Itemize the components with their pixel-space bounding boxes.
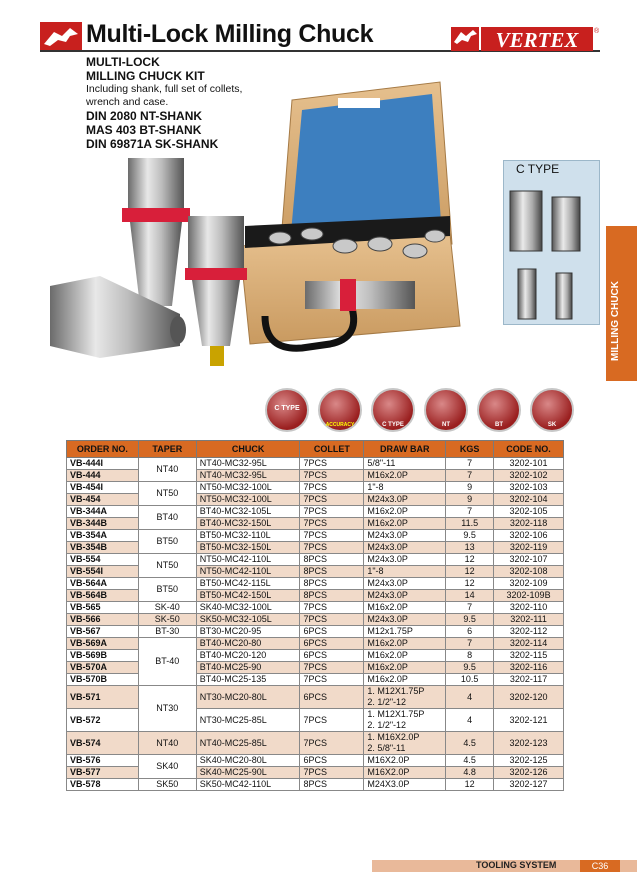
draw-bar: M16x2.0P bbox=[364, 506, 446, 518]
collet: 7PCS bbox=[300, 674, 364, 686]
code-no: 3202-121 bbox=[494, 709, 564, 732]
draw-bar-option-1: 1. M12X1.75P bbox=[367, 709, 425, 719]
kgs: 4 bbox=[446, 709, 494, 732]
col-chuck: CHUCK bbox=[196, 441, 300, 458]
draw-bar-option-1: 1. M12X1.75P bbox=[367, 686, 425, 696]
kgs: 9.5 bbox=[446, 614, 494, 626]
order-no: VB-574 bbox=[67, 732, 139, 755]
kgs: 7 bbox=[446, 458, 494, 470]
kgs: 12 bbox=[446, 578, 494, 590]
col-taper: TAPER bbox=[138, 441, 196, 458]
page-title: Multi-Lock Milling Chuck bbox=[86, 20, 374, 48]
collet: 7PCS bbox=[300, 662, 364, 674]
taper: BT-30 bbox=[138, 626, 196, 638]
collet: 7PCS bbox=[300, 767, 364, 779]
page-number: C36 bbox=[580, 860, 620, 872]
icon-label-bt: BT bbox=[495, 422, 503, 428]
kgs: 14 bbox=[446, 590, 494, 602]
col-code-no: CODE NO. bbox=[494, 441, 564, 458]
code-no: 3202-106 bbox=[494, 530, 564, 542]
chuck: BT40-MC25-135 bbox=[196, 674, 300, 686]
draw-bar bbox=[364, 686, 446, 709]
order-no: VB-577 bbox=[67, 767, 139, 779]
order-no: VB-354B bbox=[67, 542, 139, 554]
standard-din-69871a: DIN 69871A SK-SHANK bbox=[86, 137, 219, 151]
order-no: VB-344B bbox=[67, 518, 139, 530]
collet: 7PCS bbox=[300, 530, 364, 542]
kgs: 4.8 bbox=[446, 767, 494, 779]
col-collet: COLLET bbox=[300, 441, 364, 458]
intro-line-3: Including shank, full set of collets, bbox=[86, 83, 243, 95]
draw-bar: M24x3.0P bbox=[364, 578, 446, 590]
kgs: 9 bbox=[446, 494, 494, 506]
side-tab-label: MILLING CHUCK bbox=[610, 281, 621, 361]
table-row bbox=[67, 614, 564, 626]
collet: 7PCS bbox=[300, 506, 364, 518]
intro-line-4: wrench and case. bbox=[86, 96, 169, 108]
draw-bar bbox=[364, 732, 446, 755]
code-no: 3202-120 bbox=[494, 686, 564, 709]
chuck: NT50-MC32-100L bbox=[196, 482, 300, 494]
collet: 7PCS bbox=[300, 732, 364, 755]
code-no: 3202-117 bbox=[494, 674, 564, 686]
collet: 6PCS bbox=[300, 638, 364, 650]
chuck: SK50-MC32-105L bbox=[196, 614, 300, 626]
code-no: 3202-109B bbox=[494, 590, 564, 602]
draw-bar: M24x3.0P bbox=[364, 530, 446, 542]
code-no: 3202-104 bbox=[494, 494, 564, 506]
kgs: 12 bbox=[446, 779, 494, 791]
table-row bbox=[67, 482, 564, 494]
taper: BT-40 bbox=[138, 638, 196, 686]
kgs: 13 bbox=[446, 542, 494, 554]
icon-label-nt: NT bbox=[442, 422, 450, 428]
code-no: 3202-112 bbox=[494, 626, 564, 638]
taper: SK40 bbox=[138, 755, 196, 779]
chuck: NT40-MC32-95L bbox=[196, 470, 300, 482]
collet: 6PCS bbox=[300, 626, 364, 638]
taper: SK50 bbox=[138, 779, 196, 791]
draw-bar: M16x2.0P bbox=[364, 662, 446, 674]
icon-label-c-type-2: C TYPE bbox=[382, 422, 404, 428]
draw-bar: M24x3.0P bbox=[364, 554, 446, 566]
chuck: BT30-MC20-95 bbox=[196, 626, 300, 638]
order-no: VB-569A bbox=[67, 638, 139, 650]
draw-bar: 5/8"-11 bbox=[364, 458, 446, 470]
collet: 8PCS bbox=[300, 578, 364, 590]
kgs: 9.5 bbox=[446, 530, 494, 542]
code-no: 3202-123 bbox=[494, 732, 564, 755]
chuck: NT40-MC25-85L bbox=[196, 732, 300, 755]
order-no: VB-444I bbox=[67, 458, 139, 470]
order-no: VB-354A bbox=[67, 530, 139, 542]
code-no: 3202-119 bbox=[494, 542, 564, 554]
icon-label-sk: SK bbox=[547, 422, 557, 428]
taper: NT50 bbox=[138, 482, 196, 506]
chuck: SK40-MC25-90L bbox=[196, 767, 300, 779]
chuck: BT50-MC32-110L bbox=[196, 530, 300, 542]
chuck: BT40-MC25-90 bbox=[196, 662, 300, 674]
icon-label-accuracy: ACCURACY bbox=[325, 422, 355, 428]
code-no: 3202-107 bbox=[494, 554, 564, 566]
order-no: VB-566 bbox=[67, 614, 139, 626]
svg-text:®: ® bbox=[594, 28, 599, 35]
collet: 6PCS bbox=[300, 755, 364, 767]
svg-text:VERTEX: VERTEX bbox=[495, 28, 579, 52]
code-no: 3202-125 bbox=[494, 755, 564, 767]
c-type-collets-panel bbox=[503, 160, 600, 325]
table-row bbox=[67, 506, 564, 518]
order-no: VB-454I bbox=[67, 482, 139, 494]
code-no: 3202-126 bbox=[494, 767, 564, 779]
draw-bar: M16x2.0P bbox=[364, 638, 446, 650]
table-row bbox=[67, 602, 564, 614]
kgs: 7 bbox=[446, 602, 494, 614]
collet: 7PCS bbox=[300, 614, 364, 626]
kgs: 9 bbox=[446, 482, 494, 494]
code-no: 3202-108 bbox=[494, 566, 564, 578]
draw-bar: M16X2.0P bbox=[364, 755, 446, 767]
code-no: 3202-103 bbox=[494, 482, 564, 494]
chuck: NT50-MC42-110L bbox=[196, 554, 300, 566]
taper: SK-50 bbox=[138, 614, 196, 626]
draw-bar-option-1: 1. M16X2.0P bbox=[367, 732, 420, 742]
draw-bar: M16x2.0P bbox=[364, 518, 446, 530]
collet: 7PCS bbox=[300, 518, 364, 530]
order-no: VB-344A bbox=[67, 506, 139, 518]
order-no: VB-572 bbox=[67, 709, 139, 732]
code-no: 3202-102 bbox=[494, 470, 564, 482]
vertex-brand-logo bbox=[451, 24, 599, 54]
code-no: 3202-118 bbox=[494, 518, 564, 530]
kgs: 7 bbox=[446, 638, 494, 650]
c-type-label: C TYPE bbox=[516, 162, 560, 176]
col-kgs: KGS bbox=[446, 441, 494, 458]
table-header-row bbox=[67, 441, 564, 458]
chuck: NT50-MC42-110L bbox=[196, 566, 300, 578]
collet: 8PCS bbox=[300, 590, 364, 602]
code-no: 3202-101 bbox=[494, 458, 564, 470]
table-row bbox=[67, 755, 564, 767]
chuck: SK50-MC42-110L bbox=[196, 779, 300, 791]
collet: 8PCS bbox=[300, 554, 364, 566]
order-no: VB-569B bbox=[67, 650, 139, 662]
taper: NT40 bbox=[138, 732, 196, 755]
table-row bbox=[67, 530, 564, 542]
collet: 8PCS bbox=[300, 566, 364, 578]
code-no: 3202-105 bbox=[494, 506, 564, 518]
order-no: VB-567 bbox=[67, 626, 139, 638]
kgs: 12 bbox=[446, 566, 494, 578]
order-no: VB-570B bbox=[67, 674, 139, 686]
table-row bbox=[67, 779, 564, 791]
draw-bar: M16x2.0P bbox=[364, 470, 446, 482]
draw-bar: M24x3.0P bbox=[364, 614, 446, 626]
chuck: SK40-MC32-100L bbox=[196, 602, 300, 614]
kgs: 10.5 bbox=[446, 674, 494, 686]
collet: 7PCS bbox=[300, 542, 364, 554]
chuck: NT40-MC32-95L bbox=[196, 458, 300, 470]
code-no: 3202-115 bbox=[494, 650, 564, 662]
collet: 7PCS bbox=[300, 482, 364, 494]
col-draw-bar: DRAW BAR bbox=[364, 441, 446, 458]
table-row bbox=[67, 626, 564, 638]
collet: 7PCS bbox=[300, 458, 364, 470]
chuck: SK40-MC20-80L bbox=[196, 755, 300, 767]
taper: NT30 bbox=[138, 686, 196, 732]
code-no: 3202-111 bbox=[494, 614, 564, 626]
code-no: 3202-116 bbox=[494, 662, 564, 674]
order-no: VB-576 bbox=[67, 755, 139, 767]
order-no: VB-564B bbox=[67, 590, 139, 602]
code-no: 3202-110 bbox=[494, 602, 564, 614]
draw-bar: M16X2.0P bbox=[364, 767, 446, 779]
kgs: 6 bbox=[446, 626, 494, 638]
chuck: BT50-MC32-150L bbox=[196, 542, 300, 554]
draw-bar: M16x2.0P bbox=[364, 674, 446, 686]
chuck: BT40-MC20-80 bbox=[196, 638, 300, 650]
draw-bar: M12x1.75P bbox=[364, 626, 446, 638]
order-no: VB-454 bbox=[67, 494, 139, 506]
table-row bbox=[67, 732, 564, 755]
code-no: 3202-109 bbox=[494, 578, 564, 590]
draw-bar-option-2: 2. 5/8"-11 bbox=[367, 743, 406, 753]
kgs: 12 bbox=[446, 554, 494, 566]
collet: 7PCS bbox=[300, 709, 364, 732]
draw-bar: M24x3.0P bbox=[364, 542, 446, 554]
collet: 6PCS bbox=[300, 650, 364, 662]
chuck: BT40-MC32-150L bbox=[196, 518, 300, 530]
order-no: VB-554 bbox=[67, 554, 139, 566]
draw-bar: 1"-8 bbox=[364, 482, 446, 494]
kgs: 11.5 bbox=[446, 518, 494, 530]
taper: BT50 bbox=[138, 578, 196, 602]
table-row bbox=[67, 458, 564, 470]
section-side-tab bbox=[606, 226, 637, 381]
taper: SK-40 bbox=[138, 602, 196, 614]
table-row bbox=[67, 554, 564, 566]
draw-bar: 1"-8 bbox=[364, 566, 446, 578]
kgs: 9.5 bbox=[446, 662, 494, 674]
draw-bar: M24x3.0P bbox=[364, 590, 446, 602]
order-no: VB-564A bbox=[67, 578, 139, 590]
eagle-logo-icon bbox=[40, 22, 82, 52]
taper: NT40 bbox=[138, 458, 196, 482]
product-photo bbox=[40, 76, 500, 386]
chuck: BT40-MC32-105L bbox=[196, 506, 300, 518]
intro-line-1: MULTI-LOCK bbox=[86, 55, 160, 69]
col-order-no: ORDER NO. bbox=[67, 441, 139, 458]
draw-bar-option-2: 2. 1/2"-12 bbox=[367, 720, 407, 730]
order-no: VB-565 bbox=[67, 602, 139, 614]
chuck: NT30-MC20-80L bbox=[196, 686, 300, 709]
order-no: VB-554I bbox=[67, 566, 139, 578]
standard-mas-403: MAS 403 BT-SHANK bbox=[86, 123, 202, 137]
chuck: BT50-MC42-150L bbox=[196, 590, 300, 602]
order-no: VB-571 bbox=[67, 686, 139, 709]
chuck: BT40-MC20-120 bbox=[196, 650, 300, 662]
table-row bbox=[67, 578, 564, 590]
intro-line-2: MILLING CHUCK KIT bbox=[86, 69, 205, 83]
code-no: 3202-114 bbox=[494, 638, 564, 650]
order-no: VB-570A bbox=[67, 662, 139, 674]
draw-bar: M24X3.0P bbox=[364, 779, 446, 791]
order-no: VB-444 bbox=[67, 470, 139, 482]
order-no: VB-578 bbox=[67, 779, 139, 791]
collet: 8PCS bbox=[300, 779, 364, 791]
taper: BT40 bbox=[138, 506, 196, 530]
kgs: 7 bbox=[446, 470, 494, 482]
draw-bar: M24x3.0P bbox=[364, 494, 446, 506]
kgs: 7 bbox=[446, 506, 494, 518]
icon-label-c-type: C TYPE bbox=[274, 405, 300, 412]
code-no: 3202-127 bbox=[494, 779, 564, 791]
draw-bar: M16x2.0P bbox=[364, 602, 446, 614]
draw-bar bbox=[364, 709, 446, 732]
collet: 7PCS bbox=[300, 602, 364, 614]
specification-table bbox=[66, 440, 564, 791]
table-row bbox=[67, 686, 564, 709]
kgs: 4 bbox=[446, 686, 494, 709]
collet: 6PCS bbox=[300, 686, 364, 709]
chuck: NT50-MC32-100L bbox=[196, 494, 300, 506]
taper: NT50 bbox=[138, 554, 196, 578]
collet: 7PCS bbox=[300, 470, 364, 482]
collet: 7PCS bbox=[300, 494, 364, 506]
kgs: 8 bbox=[446, 650, 494, 662]
draw-bar: M16x2.0P bbox=[364, 650, 446, 662]
chuck: NT30-MC25-85L bbox=[196, 709, 300, 732]
chuck: BT50-MC42-115L bbox=[196, 578, 300, 590]
table-row bbox=[67, 638, 564, 650]
footer-section-label: TOOLING SYSTEM bbox=[476, 860, 557, 870]
kgs: 4.5 bbox=[446, 732, 494, 755]
collet-photos bbox=[504, 161, 601, 326]
kgs: 4.5 bbox=[446, 755, 494, 767]
draw-bar-option-2: 2. 1/2"-12 bbox=[367, 697, 407, 707]
taper: BT50 bbox=[138, 530, 196, 554]
standard-din-2080: DIN 2080 NT-SHANK bbox=[86, 109, 203, 123]
